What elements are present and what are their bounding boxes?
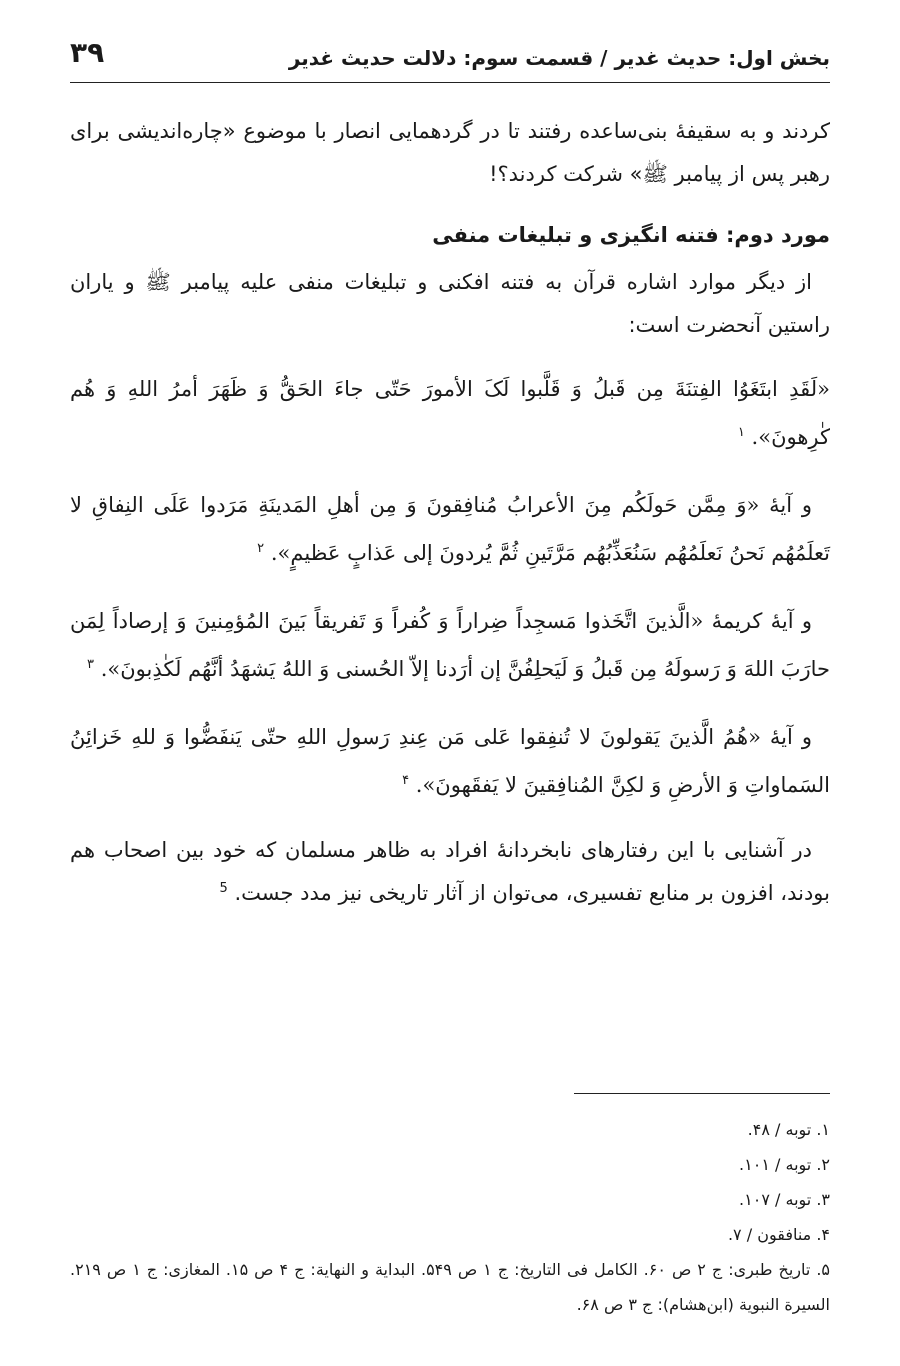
- quote-text: و آیهٔ «هُمُ الَّذینَ یَقولونَ لا تُنفِقوا عَلی مَن عِندِ رَسولِ اللهِ حتّی یَنفَضُّوا وَ للهِ خَزائِنُ السَماواتِ وَ الأرضِ وَ لکِنَّ المُنافِقینَ لا یَفقَهونَ».: [70, 725, 830, 797]
- footnotes: [70, 1112, 830, 1322]
- footnote-ref: ۲: [257, 541, 265, 556]
- page-header: [70, 30, 830, 83]
- running-title: بخش اول: حدیث غدیر / قسمت سوم: دلالت حدیث غدیر: [288, 46, 830, 70]
- section-heading: مورد دوم: فتنه انگیزی و تبلیغات منفی: [432, 223, 830, 247]
- quran-quote-3: [70, 597, 830, 693]
- footnote-item: ۵. تاریخ طبری: ج ۲ ص ۶۰. الکامل فی التاریخ: ج ۱ ص ۵۴۹. البدایة و النهایة: ج ۴ ص ۱۵. المغازی: ج ۱ ص ۲۱۹. السیرة النبویة (ابن‌هشام): ج ۳ ص ۶۸.: [70, 1260, 830, 1314]
- paragraph-continuation: کردند و به سقیفهٔ بنی‌ساعده رفتند تا در گردهمایی انصار با موضوع «چاره‌اندیشی برای رهبر پس از پیامبر ﷺ» شرکت کردند؟!: [70, 119, 830, 186]
- footnote-item: ۳. توبه / ۱۰۷.: [739, 1190, 830, 1209]
- footnote-item: ۲. توبه / ۱۰۱.: [739, 1155, 830, 1174]
- paragraph-conclusion: [70, 829, 830, 915]
- quote-text: «لَقَدِ ابتَغَوُا الفِتنَةَ مِن قَبلُ وَ قَلَّبوا لَکَ الأمورَ حَتّی جاءَ الحَقُّ وَ ظَهَرَ أمرُ اللهِ وَ هُم کٰرِهونَ».: [70, 377, 830, 449]
- page-number: ۳۹: [70, 36, 105, 69]
- footnote-ref: ۱: [737, 425, 745, 440]
- footnote-item: ۴. منافقون / ۷.: [727, 1225, 830, 1244]
- paragraph-text: در آشنایی با این رفتارهای نابخردانهٔ افراد به ظاهر مسلمان که خود بین اصحاب هم بودند، افزون بر منابع تفسیری، می‌توان از آثار تاریخی نیز مدد جست.: [70, 838, 830, 905]
- main-text: [70, 110, 830, 933]
- footnote-divider: [574, 1093, 830, 1094]
- footnote-item: ۱. توبه / ۴۸.: [747, 1120, 830, 1139]
- quran-quote-4: [70, 713, 830, 809]
- quran-quote-1: [70, 365, 830, 461]
- footnote-ref: ۴: [402, 773, 410, 788]
- footnote-ref: 5: [219, 881, 228, 896]
- footnote-ref: ۳: [87, 657, 95, 672]
- quote-text: و آیهٔ کریمهٔ «الَّذینَ اتَّخَذوا مَسجِداً ضِراراً وَ کُفراً وَ تَفریقاً بَینَ المُؤمِنینَ وَ إرصاداً لِمَن حارَبَ اللهَ وَ رَسولَهُ مِن قَبلُ وَ لَیَحلِفُنَّ إن أرَدنا إلاّ الحُسنی وَ اللهُ یَشهَدُ أنَّهُم لَکٰذِبونَ».: [70, 609, 830, 681]
- paragraph-intro: از دیگر موارد اشاره قرآن به فتنه افکنی و تبلیغات منفی علیه پیامبر ﷺ و یاران راستین آنحضرت است:: [70, 270, 830, 337]
- quran-quote-2: [70, 481, 830, 577]
- quote-text: و آیهٔ «وَ مِمَّن حَولَکُم مِنَ الأعرابُ مُنافِقونَ وَ مِن أهلِ المَدینَةِ مَرَدوا عَلَی النِفاقِ لا تَعلَمُهُم نَحنُ نَعلَمُهُم سَنُعَذِّبُهُم مَرَّتَینِ ثُمَّ یُردونَ إلی عَذابٍ عَظیمٍ».: [70, 493, 830, 565]
